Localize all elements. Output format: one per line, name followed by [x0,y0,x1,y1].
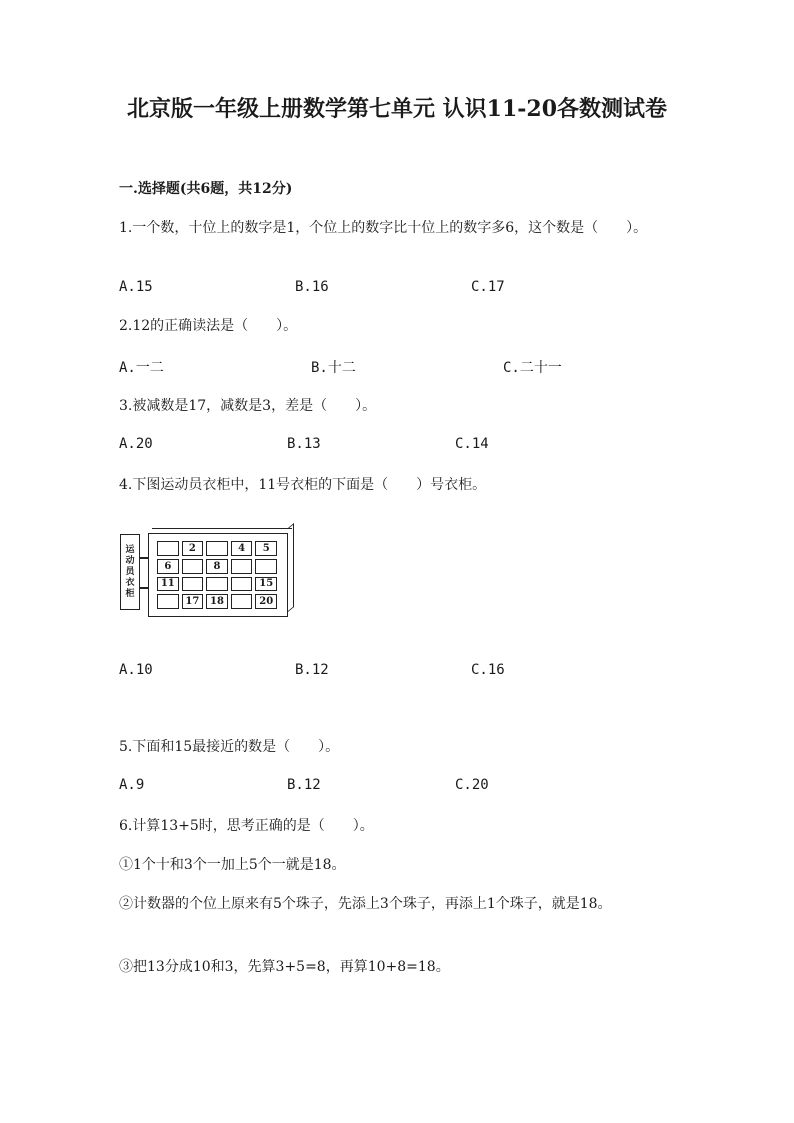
locker-cell [206,577,228,592]
page-title: 北京版一年级上册数学第七单元 认识11-20各数测试卷 [126,96,668,122]
locker-label-char: 运 [125,544,135,555]
locker-cell: 4 [231,541,253,556]
q6-statement-1: ①1个十和3个一加上5个一就是18。 [119,857,346,873]
locker-cell [255,559,277,574]
q5-option-a: A.9 [119,777,145,793]
q6-statement-3: ③把13分成10和3，先算3+5=8，再算10+8=18。 [119,959,450,975]
q3-option-c: C.14 [455,436,489,452]
q3-option-a: A.20 [119,436,153,452]
locker-cell: 15 [255,577,277,592]
question-6: 6.计算13+5时，思考正确的是（ ）。 [119,818,374,834]
locker-cell: 11 [157,577,179,592]
q4-option-a: A.10 [119,662,153,678]
locker-cell [182,577,204,592]
locker-label-char: 衣 [125,577,135,588]
locker-label-char: 员 [125,566,135,577]
locker-cell [157,594,179,609]
question-4: 4.下图运动员衣柜中，11号衣柜的下面是（ ）号衣柜。 [119,477,487,493]
cabinet-side [288,523,294,612]
q5-option-c: C.20 [455,777,489,793]
q6-statement-2: ②计数器的个位上原来有5个珠子，先添上3个珠子，再添上1个珠子，就是18。 [119,896,612,912]
q1-option-c: C.17 [471,279,505,295]
q1-option-b: B.16 [295,279,329,295]
locker-cell: 8 [206,559,228,574]
q5-option-b: B.12 [287,777,321,793]
connector-line [140,587,148,589]
locker-cell [157,541,179,556]
locker-cell [182,559,204,574]
question-3: 3.被减数是17，减数是3，差是（ ）。 [119,398,377,414]
cabinet-front [148,533,288,617]
locker-cell: 6 [157,559,179,574]
locker-cell [231,577,253,592]
locker-cell [206,541,228,556]
locker-cell: 5 [255,541,277,556]
q2-option-c: C.二十一 [503,360,562,376]
locker-cell: 20 [255,594,277,609]
section-heading: 一.选择题(共6题，共12分) [119,181,293,197]
locker-label-char: 柜 [125,588,135,599]
locker-label-char: 动 [125,555,135,566]
q2-option-b: B.十二 [311,360,356,376]
locker-cell [231,559,253,574]
locker-label [120,534,140,610]
locker-cell [231,594,253,609]
question-2: 2.12的正确读法是（ ）。 [119,318,298,334]
question-1: 1.一个数，十位上的数字是1，个位上的数字比十位上的数字多6，这个数是（ ）。 [119,220,648,236]
q4-option-c: C.16 [471,662,505,678]
locker-cell: 2 [182,541,204,556]
locker-grid [157,541,277,609]
q3-option-b: B.13 [287,436,321,452]
locker-cell: 17 [182,594,204,609]
q2-option-a: A.一二 [119,360,164,376]
q4-option-b: B.12 [295,662,329,678]
question-5: 5.下面和15最接近的数是（ ）。 [119,739,340,755]
locker-figure [118,525,294,621]
q1-option-a: A.15 [119,279,153,295]
connector-line [140,557,148,559]
locker-cell: 18 [206,594,228,609]
